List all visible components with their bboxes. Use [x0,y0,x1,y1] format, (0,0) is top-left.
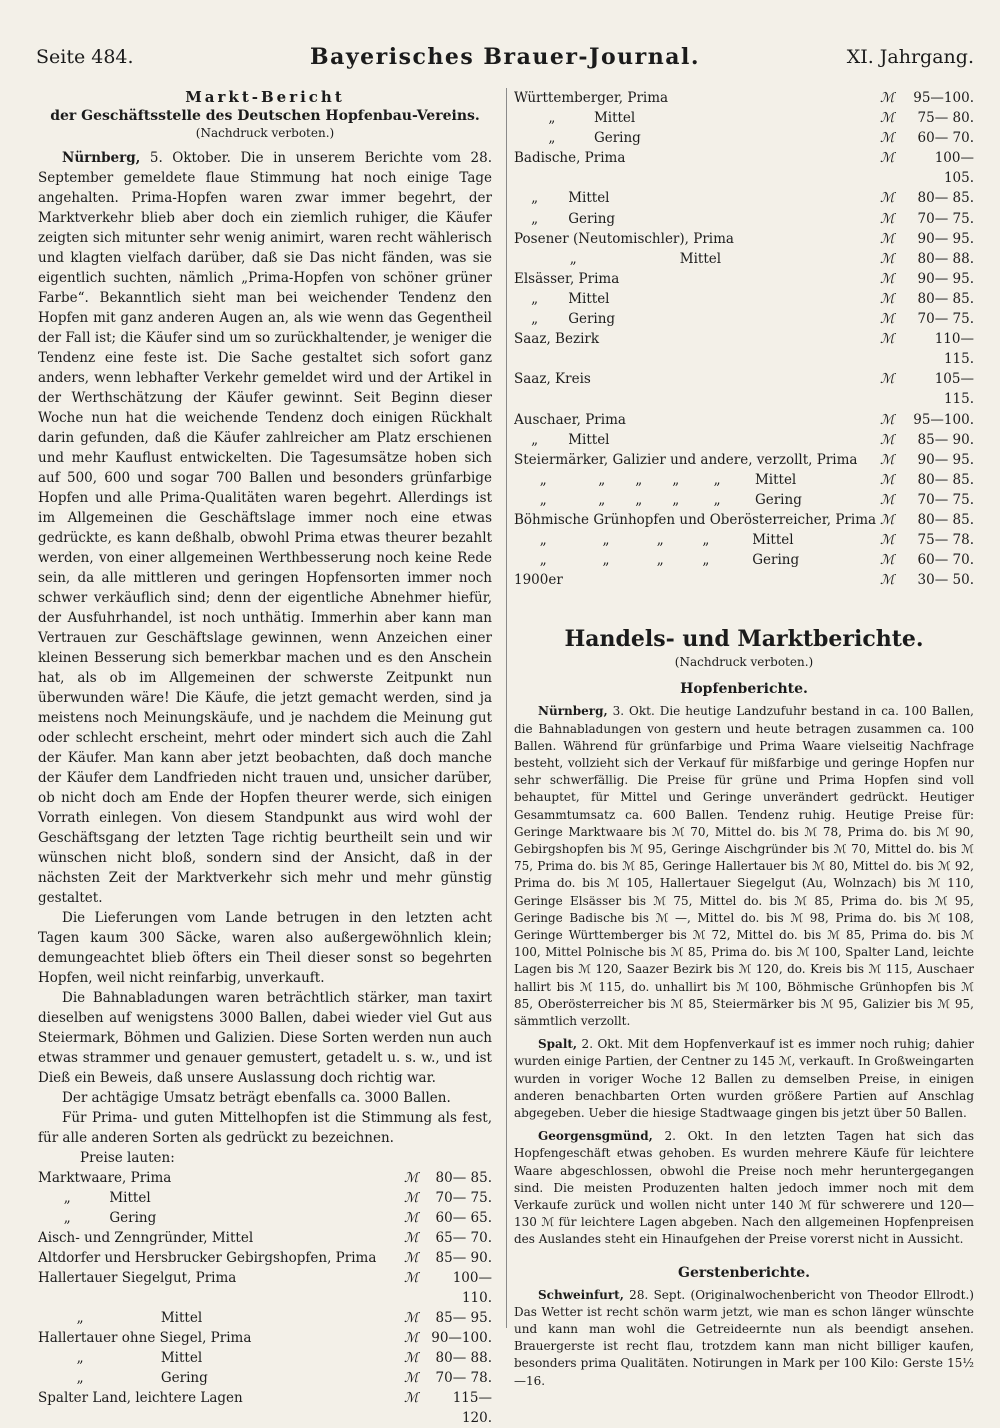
price-range: 110—115. [934,331,974,368]
price-label: „ Mittel [38,1350,203,1366]
price-row [514,550,974,570]
mark-symbol: ℳ [880,572,895,589]
mark-symbol: ℳ [404,1390,419,1406]
report-paragraph: Spalt, 2. Okt. Mit dem Hopfenverkauf ist es immer noch ruhig; dahier wurden einige Partien, der Centner zu 145 ℳ, verkauft. In Großweingarten wurden in voriger Woche 12 Ballen zu demselben Preise, in einigen anderen benachbarten Orten wurden größere Partien auf Anschlag abgegeben. Ueber die hiesige Stadtwaage gingen bis jetzt über 50 Ballen. [514,1037,974,1121]
price-row [38,1228,492,1248]
mark-symbol: ℳ [880,270,895,287]
page-header [36,46,974,76]
mark-symbol: ℳ [404,1330,419,1346]
mark-symbol: ℳ [880,130,895,147]
price-label: Hallertauer Siegelgut, Prima [38,1270,237,1286]
price-range: 95—100. [913,90,974,106]
price-label: Württemberger, Prima [514,90,669,106]
mark-symbol: ℳ [880,250,895,267]
mark-symbol: ℳ [404,1230,419,1246]
price-range: 115—120. [452,1390,492,1426]
price-row [38,1388,492,1428]
reprint-notice: (Nachdruck verboten.) [674,655,814,670]
mark-symbol: ℳ [404,1170,419,1186]
price-row [514,369,974,409]
price-label: Spalter Land, leichtere Lagen [38,1390,243,1406]
price-label: „ Mittel [514,110,636,127]
price-row [514,510,974,530]
price-row [514,490,974,510]
price-range: 75— 80. [917,110,974,127]
price-row [514,450,974,470]
market-report-subtitle: der Geschäftsstelle des Deutschen Hopfenbau-Vereins. [50,108,480,124]
price-row [514,249,974,269]
mark-symbol: ℳ [404,1190,419,1206]
price-label: „ „ „ „ Gering [514,552,800,569]
report-paragraph: Die Lieferungen vom Lande betrugen in den letzten acht Tagen kaum 300 Säcke, waren also außergewöhnlich klein; demungeachtet blieb öfters ein Theil dieser sonst so begehrten Hopfen, weil nicht reinfarbig, unverkauft. [38,910,492,986]
price-label: Steiermärker, Galizier und andere, verzollt, Prima [514,451,858,468]
price-row [514,108,974,128]
mark-symbol: ℳ [880,471,895,488]
mark-symbol: ℳ [880,371,895,388]
price-label: „ Mittel [514,250,722,267]
price-label: 1900er [514,572,563,589]
dateline: Spalt, [538,1037,578,1052]
section-title: Handels- und Marktberichte. [564,626,924,653]
mark-symbol: ℳ [880,150,895,167]
price-row [38,1208,492,1228]
price-row [38,1168,492,1188]
mark-symbol: ℳ [880,552,895,569]
price-range: 60— 70. [917,552,974,569]
mark-symbol: ℳ [404,1370,419,1386]
hop-reports-title: Hopfenberichte. [680,681,808,698]
price-label: „ Mittel [38,1190,151,1206]
dateline: Schweinfurt, [538,1287,624,1302]
mark-symbol: ℳ [404,1350,419,1366]
reprint-notice: (Nachdruck verboten.) [195,126,335,140]
price-range: 95—100. [913,411,974,428]
price-row [514,148,974,188]
price-range: 90— 95. [917,230,974,247]
report-paragraph: Georgensgmünd, 2. Okt. In den letzten Tagen hat sich das Hopfengeschäft etwas gehoben. Es wurden mehrere Käufe für leichtere Waare abgeschlossen, obwohl die Preise noch mehr heruntergegangen sind. Die meisten Produzenten halten jedoch immer noch mit dem Verkaufe zurück und wollen nicht unter 140 ℳ für schwerere und 120—130 ℳ für leichtere Lagen abgeben. Nach den allgemeinen Hopfenpreisen des Auslandes steht ein Hinaufgehen der Preise vorerst nicht in Aussicht. [514,1129,974,1247]
price-row [514,209,974,229]
right-column [514,88,974,1390]
mark-symbol: ℳ [880,511,895,528]
barley-reports-title: Gerstenberichte. [677,1264,810,1281]
price-range: 70— 78. [435,1370,492,1386]
price-range: 60— 70. [917,130,974,147]
report-paragraph: Die Bahnabladungen waren beträchtlich stärker, man taxirt dieselben auf wenigstens 3000 Ballen, dabei wieder viel Gut aus Steiermark, Böhmen und Galizien. Diese Sorten werden nun auch etwas strammer und genauer gemustert, getadelt u. s. w., und ist Dieß ein Beweis, daß unsere Auslassung doch richtig war. [38,990,492,1086]
price-range: 80— 85. [917,190,974,207]
mark-symbol: ℳ [880,230,895,247]
prices-intro: Preise lauten: [80,1150,175,1166]
market-report-title: Markt-Bericht [185,88,345,106]
price-label: „ Gering [38,1370,208,1386]
mark-symbol: ℳ [880,190,895,207]
mark-symbol: ℳ [880,290,895,307]
price-row [514,269,974,289]
price-label: „ Mittel [514,431,610,448]
mark-symbol: ℳ [880,90,895,106]
report-paragraph: Der achtägige Umsatz beträgt ebenfalls ca. 3000 Ballen. [62,1090,451,1106]
report-paragraph: Für Prima- und guten Mittelhopfen ist die Stimmung als fest, für alle anderen Sorten als gedrückt zu bezeichnen. [38,1110,492,1146]
price-label: Marktwaare, Prima [38,1170,172,1186]
mark-symbol: ℳ [404,1250,419,1266]
price-row [38,1268,492,1308]
price-row [38,1248,492,1268]
price-label: Auschaer, Prima [514,411,626,428]
price-range: 90— 95. [917,451,974,468]
price-row [514,570,974,590]
price-range: 75— 78. [917,532,974,549]
price-range: 70— 75. [917,491,974,508]
price-row [514,530,974,550]
price-label: Posener (Neutomischler), Prima [514,230,734,247]
price-range: 70— 75. [435,1190,492,1206]
mark-symbol: ℳ [880,210,895,227]
price-label: Hallertauer ohne Siegel, Prima [38,1330,252,1346]
price-row [514,309,974,329]
price-row [38,1328,492,1348]
price-range: 90— 95. [917,270,974,287]
price-range: 100—110. [452,1270,492,1306]
mark-symbol: ℳ [880,110,895,127]
price-range: 80— 85. [917,290,974,307]
dateline: Georgensgmünd, [538,1129,653,1144]
price-range: 80— 85. [917,511,974,528]
price-row [514,229,974,249]
price-row [514,188,974,208]
column-divider [506,88,507,1328]
report-paragraph: Nürnberg, 3. Okt. Die heutige Landzufuhr bestand in ca. 100 Ballen, die Bahnabladungen von gestern und heute betragen zusammen ca. 100 Ballen. Während für grünfarbige und Prima Waare vielseitig Nachfrage besteht, vollzieht sich der Verkauf für mißfarbige und geringe Hopfen nur sehr schwerfällig. Die Preise für grüne und Prima Hopfen sind voll behauptet, für Mittel und Geringe unverändert gedrückt. Heutiger Gesammtumsatz ca. 600 Ballen. Tendenz ruhig. Heutige Preise für: Geringe Marktwaare bis ℳ 70, Mittel do. bis ℳ 78, Prima do. bis ℳ 90, Gebirgshopfen bis ℳ 95, Geringe Aischgründer bis ℳ 70, Mittel do. bis ℳ 75, Prima do. bis ℳ 85, Geringe Hallertauer bis ℳ 80, Mittel do. bis ℳ 92, Prima do. bis ℳ 105, Hallertauer Siegelgut (Au, Wolnzach) bis ℳ 110, Geringe Elsässer bis ℳ 75, Mittel do. bis ℳ 85, Prima do. bis ℳ 95, Geringe Badische bis ℳ —, Mittel do. bis ℳ 98, Prima do. bis ℳ 108, Geringe Württemberger bis ℳ 72, Mittel do. bis ℳ 85, Prima do. bis ℳ 100, Mittel Polnische bis ℳ 85, Prima do. bis ℳ 100, Spalter Land, leichte Lagen bis ℳ 120, Saazer Bezirk bis ℳ 120, do. Kreis bis ℳ 115, Auschaer hallirt bis ℳ 115, do. unhallirt bis ℳ 100, Böhmische Grünhopfen bis ℳ 85, Oberösterreicher bis ℳ 85, Steiermärker bis ℳ 95, Galizier bis ℳ 95, sämmtlich verzollt. [514,704,974,1028]
mark-symbol: ℳ [880,311,895,328]
price-range: 85— 95. [435,1310,492,1326]
price-range: 85— 90. [435,1250,492,1266]
price-range: 85— 90. [917,431,974,448]
right-price-list [514,88,974,590]
price-range: 70— 75. [917,311,974,328]
mark-symbol: ℳ [880,451,895,468]
price-label: „ Mittel [514,290,610,307]
page-number: Seite 484. [36,46,134,68]
price-label: „ „ „ „ „ Gering [514,491,802,508]
journal-title: Bayerisches Brauer-Journal. [310,44,700,70]
price-label: Badische, Prima [514,150,626,167]
left-column [38,88,492,1428]
price-label: „ Gering [514,311,616,328]
mark-symbol: ℳ [880,431,895,448]
price-label: „ „ „ „ „ Mittel [514,471,797,488]
report-paragraph: Schweinfurt, 28. Sept. (Originalwochenbericht von Theodor Ellrodt.) Das Wetter ist recht schön warm jetzt, wie man es schon länger wünschte und kann man wohl die Getreideernte nun als beendigt ansehen. Brauergerste ist recht flau, trotzdem kann man nicht billiger kaufen, besonders prima Qualitäten. Notirungen in Mark per 100 Kilo: Gerste 15½—16. [514,1287,974,1388]
price-range: 60— 65. [435,1210,492,1226]
price-row [514,128,974,148]
report-paragraph: Nürnberg, 5. Oktober. Die in unserem Berichte vom 28. September gemeldete flaue Stimmung hat noch einige Tage angehalten. Prima-Hopfen waren zwar immer begehrt, der Marktverkehr blieb aber doch ein ziemlich ruhiger, die Käufer zeigten sich mitunter sehr wenig animirt, waren recht wählerisch und klagten vielfach darüber, daß sie Das nicht fänden, was sie eigentlich suchten, nämlich „Prima-Hopfen von schöner grüner Farbe“. Bekanntlich sieht man bei weichender Tendenz den Hopfen mit ganz anderen Augen an, als wie wenn das Gegentheil der Fall ist; die Käufer sind um so zurückhaltender, je weniger die Tendenz eine feste ist. Die Sache gestaltet sich sofort ganz anders, wenn lebhafter Verkehr gemeldet wird und der Artikel in der Werthschätzung der Käufer gewinnt. Seit Beginn dieser Woche nun hat die weichende Tendenz doch einigen Rückhalt darin gefunden, daß die Käufer zahlreicher am Platz erschienen und mehr Kauflust entwickelten. Die Tagesumsätze hoben sich auf 500, 600 und sogar 700 Ballen und besonders grünfarbige Hopfen und alle Prima-Qualitäten waren begehrt. Allerdings ist im Allgemeinen die Geschäftslage immer noch eine etwas gedrückte, es kann deßhalb, obwohl Prima etwas theurer bezahlt werden, von einer allgemeinen Werthbesserung noch keine Rede sein, da alle mittleren und geringen Hopfensorten immer noch schwer verkäuflich sind; denn der eigentliche Abnehmer hiefür, der Ausfuhrhandel, ist noch unthätig. Immerhin aber kann man Vertrauen zur Geschäftslage gewinnen, wenn Anzeichen einer kleinen Besserung sich bemerkbar machen und es den Anschein hat, als ob im Allgemeinen der schwerste Zeitpunkt nun überwunden wäre! Die Käufe, die jetzt gemacht werden, sind ja meistens noch Meinungskäufe, und je nachdem die Meinung gut oder schlecht erscheint, mehrt oder mindert sich auch die Zahl der Käufer. Man kann aber jetzt beobachten, daß doch manche der Käufer dem Landfrieden nicht trauen und, unsicher darüber, ob nicht doch am Ende der Hopfen theurer werde, sich einigen Vorrath einlegen. Von diesem Standpunkt aus wird wohl der Geschäftsgang der letzten Tage richtig beurtheilt sein und wir wünschen nicht bloß, sondern sind der Ansicht, daß in der nächsten Zeit der Marktverkehr sich mehr und mehr günstig gestaltet. [38,150,492,906]
price-label: Saaz, Kreis [514,371,591,388]
price-row [514,430,974,450]
price-label: „ Gering [514,130,641,147]
price-row [38,1308,492,1328]
price-range: 80— 88. [435,1350,492,1366]
volume-label: XI. Jahrgang. [846,46,974,68]
price-row [38,1348,492,1368]
price-row [514,88,974,108]
price-label: Böhmische Grünhopfen und Oberösterreicher, Prima [514,511,877,528]
price-label: „ Mittel [514,190,610,207]
price-row [38,1368,492,1388]
price-row [514,329,974,369]
price-label: „ „ „ „ Mittel [514,532,794,549]
mark-symbol: ℳ [404,1310,419,1326]
price-label: Saaz, Bezirk [514,331,600,348]
mark-symbol: ℳ [880,491,895,508]
mark-symbol: ℳ [404,1270,419,1286]
price-row [514,410,974,430]
price-range: 90—100. [431,1330,492,1346]
dateline: Nürnberg, [62,150,141,166]
price-label: „ Gering [38,1210,157,1226]
left-price-list [38,1168,492,1428]
price-range: 80— 88. [917,250,974,267]
price-label: „ Mittel [38,1310,203,1326]
mark-symbol: ℳ [404,1210,419,1226]
price-row [514,470,974,490]
price-range: 80— 85. [435,1170,492,1186]
price-row [514,289,974,309]
mark-symbol: ℳ [880,532,895,549]
price-label: Elsässer, Prima [514,270,620,287]
price-row [38,1188,492,1208]
price-range: 70— 75. [917,210,974,227]
price-range: 105—115. [934,371,974,408]
mark-symbol: ℳ [880,331,895,348]
price-range: 80— 85. [917,471,974,488]
mark-symbol: ℳ [880,411,895,428]
price-range: 30— 50. [917,572,974,589]
dateline: Nürnberg, [538,704,608,719]
price-label: „ Gering [514,210,616,227]
price-range: 100—105. [934,150,974,187]
price-range: 65— 70. [435,1230,492,1246]
price-label: Aisch- und Zenngründer, Mittel [38,1230,254,1246]
price-label: Altdorfer und Hersbrucker Gebirgshopfen, Prima [38,1250,377,1266]
